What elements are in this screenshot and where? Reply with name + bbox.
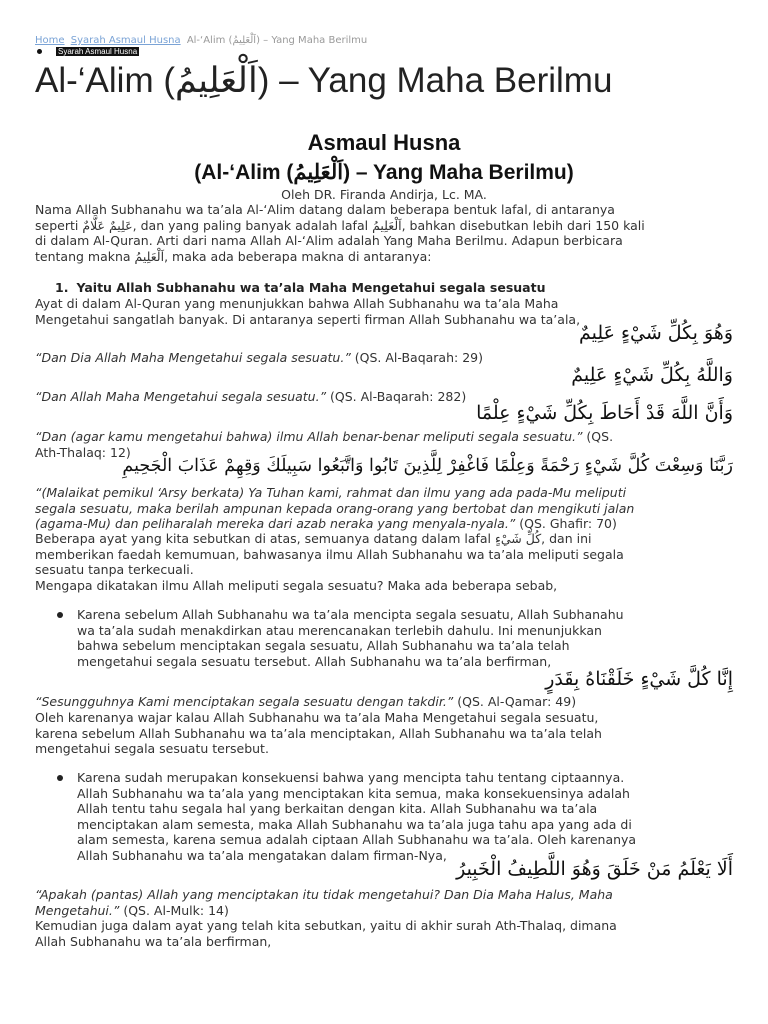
text-line: di dalam Al-Quran. Arti dari nama Allah Al-‘Alim adalah Yang Maha Berilmu. Adapun berbicara [35,233,623,248]
bullet-icon [57,775,63,781]
text-line: tentang makna اَلْعَلِيمُ, maka ada beberapa makna di antaranya: [35,248,432,264]
point-1-heading: 1. Yaitu Allah Subhanahu wa ta’ala Maha Mengetahui segala sesuatu [55,280,546,295]
closing-paragraph: Kemudian juga dalam ayat yang telah kita sebutkan, yaitu di akhir surah Ath-Thalaq, dimana Allah Subhanahu wa ta’ala berfirman, [35,918,617,949]
article-heading: Asmaul Husna [307,130,461,155]
verse-4-arabic: رَبَّنَا وَسِعْتَ كُلَّ شَيْءٍ رَحْمَةً وَعِلْمًا فَاغْفِرْ لِلَّذِينَ تَابُوا وَاتَّبَعُوا سَبِيلَكَ وَقِهِمْ عَذَابَ الْجَحِيمِ [122,456,733,476]
category-list [37,47,139,56]
breadcrumb [35,35,367,46]
author-line: Oleh DR. Firanda Andirja, Lc. MA. [281,187,487,202]
category-tag-link[interactable]: Syarah Asmaul Husna [58,47,138,56]
article-subheading: (Al-‘Alim (اَلْعَلِيمُ) – Yang Maha Berilmu) [194,161,574,184]
verse-2-translation: “Dan Allah Maha Mengetahui segala sesuatu.” (QS. Al-Baqarah: 282) [35,389,467,404]
verse-4-translation: “(Malaikat pemikul ‘Arsy berkata) Ya Tuhan kami, rahmat dan ilmu yang ada pada-Mu meliputi segala sesuatu, maka berilah ampunan kepada orang-orang yang bertobat dan mengikuti jalan (agama-Mu) dan peliharalah mereka dari azab neraka yang menyala-nyala.” (QS. Ghafir: 70) [35,485,635,531]
breadcrumb-current: Al-‘Alim (اَلْعَلِيمُ) – Yang Maha Berilmu [186,35,368,46]
verse-2-arabic: وَاللَّهُ بِكُلِّ شَيْءٍ عَلِيمٌ [571,364,733,386]
after-verse-5-paragraph: Oleh karenanya wajar kalau Allah Subhanahu wa ta’ala Maha Mengetahui segala sesuatu, karena sebelum Allah Subhanahu wa ta’ala menciptakan, Allah Subhanahu wa ta’ala telah mengetahui segala sesuatu tersebut. [35,710,602,756]
verse-3-translation: “Dan (agar kamu mengetahui bahwa) ilmu Allah benar-benar meliputi segala sesuatu.” (QS. Ath-Thalaq: 12) [35,429,614,460]
post-title: Al-‘Alim (اَلْعَلِيمُ) – Yang Maha Berilmu [35,61,613,100]
bullet-icon [37,49,42,54]
text-line: Nama Allah Subhanahu wa ta’ala Al-‘Alim datang dalam beberapa bentuk lafal, di antaranya [35,202,615,217]
verse-5-translation: “Sesungguhnya Kami menciptakan segala sesuatu dengan takdir.” (QS. Al-Qamar: 49) [35,694,577,709]
verse-6-translation: “Apakah (pantas) Allah yang menciptakan itu tidak mengetahui? Dan Dia Maha Halus, Maha Mengetahui.” (QS. Al-Mulk: 14) [35,887,613,918]
text-line: seperti عَلِيمٌ عَلَّامٌ, dan yang paling banyak adalah lafal اَلْعَلِيمُ, bahkan disebutkan lebih dari 150 kali [35,217,645,233]
intro-paragraph [35,202,735,264]
verse-6-arabic: أَلَا يَعْلَمُ مَنْ خَلَقَ وَهُوَ اللَّطِيفُ الْخَبِيرُ [456,858,733,880]
breadcrumb-home-link[interactable]: Home [35,35,65,46]
verse-1-translation: “Dan Dia Allah Maha Mengetahui segala sesuatu.” (QS. Al-Baqarah: 29) [35,350,483,365]
point-1-text: Ayat di dalam Al-Quran yang menunjukkan bahwa Allah Subhanahu wa ta’ala Maha Mengetahui sangatlah banyak. Di antaranya seperti firman Allah Subhanahu wa ta’ala, [35,296,581,327]
verse-3-arabic: وَأَنَّ اللَّهَ قَدْ أَحَاطَ بِكُلِّ شَيْءٍ عِلْمًا [476,402,733,424]
bullet-2-text: Karena sudah merupakan konsekuensi bahwa yang mencipta tahu tentang ciptaannya. Allah Subhanahu wa ta’ala yang menciptakan kita semua, maka konsekuensinya adalah Allah tentu tahu segala hal yang berkaitan dengan kita. Allah Subhanahu wa ta’ala menciptakan alam semesta, maka Allah Subhanahu wa ta’ala juga tahu apa yang ada di alam semesta, karena semua adalah ciptaan Allah Subhanahu wa ta’ala. Oleh karenanya Allah Subhanahu wa ta’ala mengatakan dalam firman-Nya, [77,770,637,863]
verse-5-arabic: إِنَّا كُلَّ شَيْءٍ خَلَقْنَاهُ بِقَدَرٍ [545,668,733,690]
bullet-1-text: Karena sebelum Allah Subhanahu wa ta’ala mencipta segala sesuatu, Allah Subhanahu wa ta’ala sudah menakdirkan atau merencanakan terlebih dahulu. Ini menunjukkan bahwa sebelum menciptakan segala sesuatu, Allah Subhanahu wa ta’ala telah mengetahui segala sesuatu tersebut. Allah Subhanahu wa ta’ala berfirman, [77,607,624,669]
breadcrumb-category-link[interactable]: Syarah Asmaul Husna [70,35,181,46]
bullet-icon [57,612,63,618]
lafal-paragraph: Beberapa ayat yang kita sebutkan di atas, semuanya datang dalam lafal كُلِّ شَيْءٍ, dan ini memberikan faedah kemumuan, bahwasanya ilmu Allah Subhanahu wa ta’ala meliputi segala sesuatu tanpa terkecuali. Mengapa dikatakan ilmu Allah meliputi segala sesuatu? Maka ada beberapa sebab, [35,531,624,593]
verse-1-arabic: وَهُوَ بِكُلِّ شَيْءٍ عَلِيمٌ [579,322,733,344]
